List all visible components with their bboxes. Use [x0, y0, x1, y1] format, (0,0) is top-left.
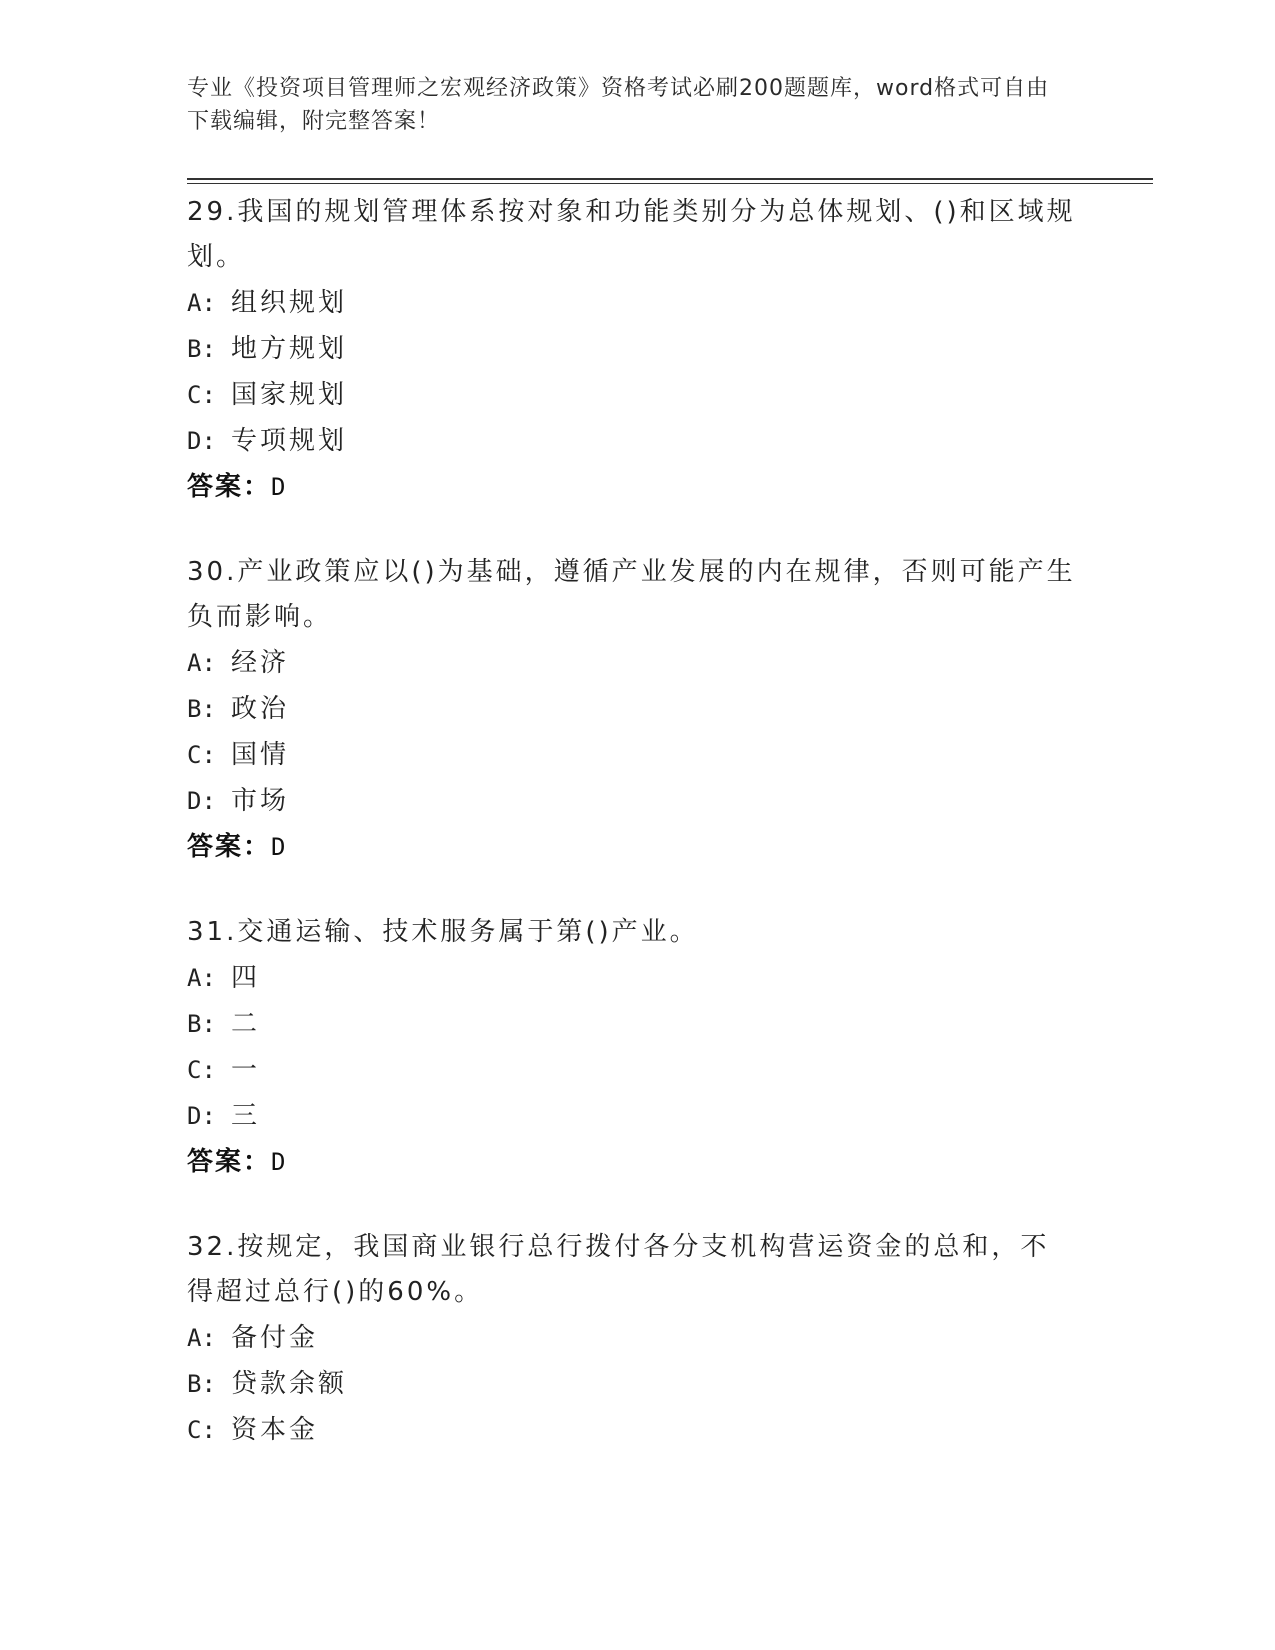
question-30 — [187, 550, 1087, 870]
option-text: 一 — [231, 1055, 261, 1085]
answer-line — [187, 824, 1087, 870]
question-29 — [187, 190, 1087, 510]
option-c — [187, 1407, 1087, 1453]
option-text: 贷款余额 — [231, 1369, 348, 1399]
option-letter: B: — [187, 335, 216, 363]
question-31 — [187, 910, 1087, 1185]
option-letter: B: — [187, 695, 216, 723]
option-c — [187, 1047, 1087, 1093]
document-header: 专业《投资项目管理师之宏观经济政策》资格考试必刷200题题库，word格式可自由下载编辑，附完整答案！ — [187, 76, 1050, 134]
option-b — [187, 1361, 1087, 1407]
option-a — [187, 640, 1087, 686]
option-text: 国情 — [231, 740, 290, 770]
option-d — [187, 1093, 1087, 1139]
option-text: 经济 — [231, 648, 290, 678]
answer-value: D — [271, 833, 288, 861]
question-stem: 29.我国的规划管理体系按对象和功能类别分为总体规划、()和区域规划。 — [187, 197, 1076, 272]
option-a — [187, 1315, 1087, 1361]
option-text: 组织规划 — [231, 288, 348, 318]
option-d — [187, 418, 1087, 464]
answer-value: D — [271, 473, 288, 501]
option-letter: A: — [187, 1324, 216, 1352]
option-letter: B: — [187, 1010, 216, 1038]
option-letter: A: — [187, 964, 216, 992]
option-text: 二 — [231, 1009, 261, 1039]
option-text: 国家规划 — [231, 380, 348, 410]
option-text: 资本金 — [231, 1415, 319, 1445]
option-d — [187, 778, 1087, 824]
option-letter: C: — [187, 1056, 216, 1084]
option-letter: D: — [187, 1102, 216, 1130]
option-c — [187, 732, 1087, 778]
header-divider-thin — [187, 183, 1153, 184]
question-stem: 32.按规定，我国商业银行总行拨付各分支机构营运资金的总和，不得超过总行()的60%。 — [187, 1232, 1050, 1307]
option-c — [187, 372, 1087, 418]
option-letter: C: — [187, 381, 216, 409]
option-letter: D: — [187, 787, 216, 815]
question-list — [187, 190, 1087, 1493]
option-letter: D: — [187, 427, 216, 455]
answer-line — [187, 464, 1087, 510]
option-b — [187, 686, 1087, 732]
option-a — [187, 955, 1087, 1001]
option-letter: B: — [187, 1370, 216, 1398]
header-divider-thick — [187, 178, 1153, 180]
question-stem: 31.交通运输、技术服务属于第()产业。 — [187, 917, 699, 947]
answer-label: 答案： — [187, 1147, 272, 1177]
answer-label: 答案： — [187, 832, 272, 862]
option-text: 三 — [231, 1101, 261, 1131]
option-letter: A: — [187, 649, 216, 677]
question-32 — [187, 1225, 1087, 1453]
option-text: 地方规划 — [231, 334, 348, 364]
option-text: 四 — [231, 963, 261, 993]
option-text: 市场 — [231, 786, 290, 816]
option-letter: A: — [187, 289, 216, 317]
question-stem: 30.产业政策应以()为基础，遵循产业发展的内在规律，否则可能产生负而影响。 — [187, 557, 1076, 632]
option-letter: C: — [187, 741, 216, 769]
option-text: 专项规划 — [231, 426, 348, 456]
option-a — [187, 280, 1087, 326]
option-text: 政治 — [231, 694, 290, 724]
answer-value: D — [271, 1148, 288, 1176]
option-b — [187, 326, 1087, 372]
answer-label: 答案： — [187, 472, 272, 502]
answer-line — [187, 1139, 1087, 1185]
option-b — [187, 1001, 1087, 1047]
option-text: 备付金 — [231, 1323, 319, 1353]
option-letter: C: — [187, 1416, 216, 1444]
